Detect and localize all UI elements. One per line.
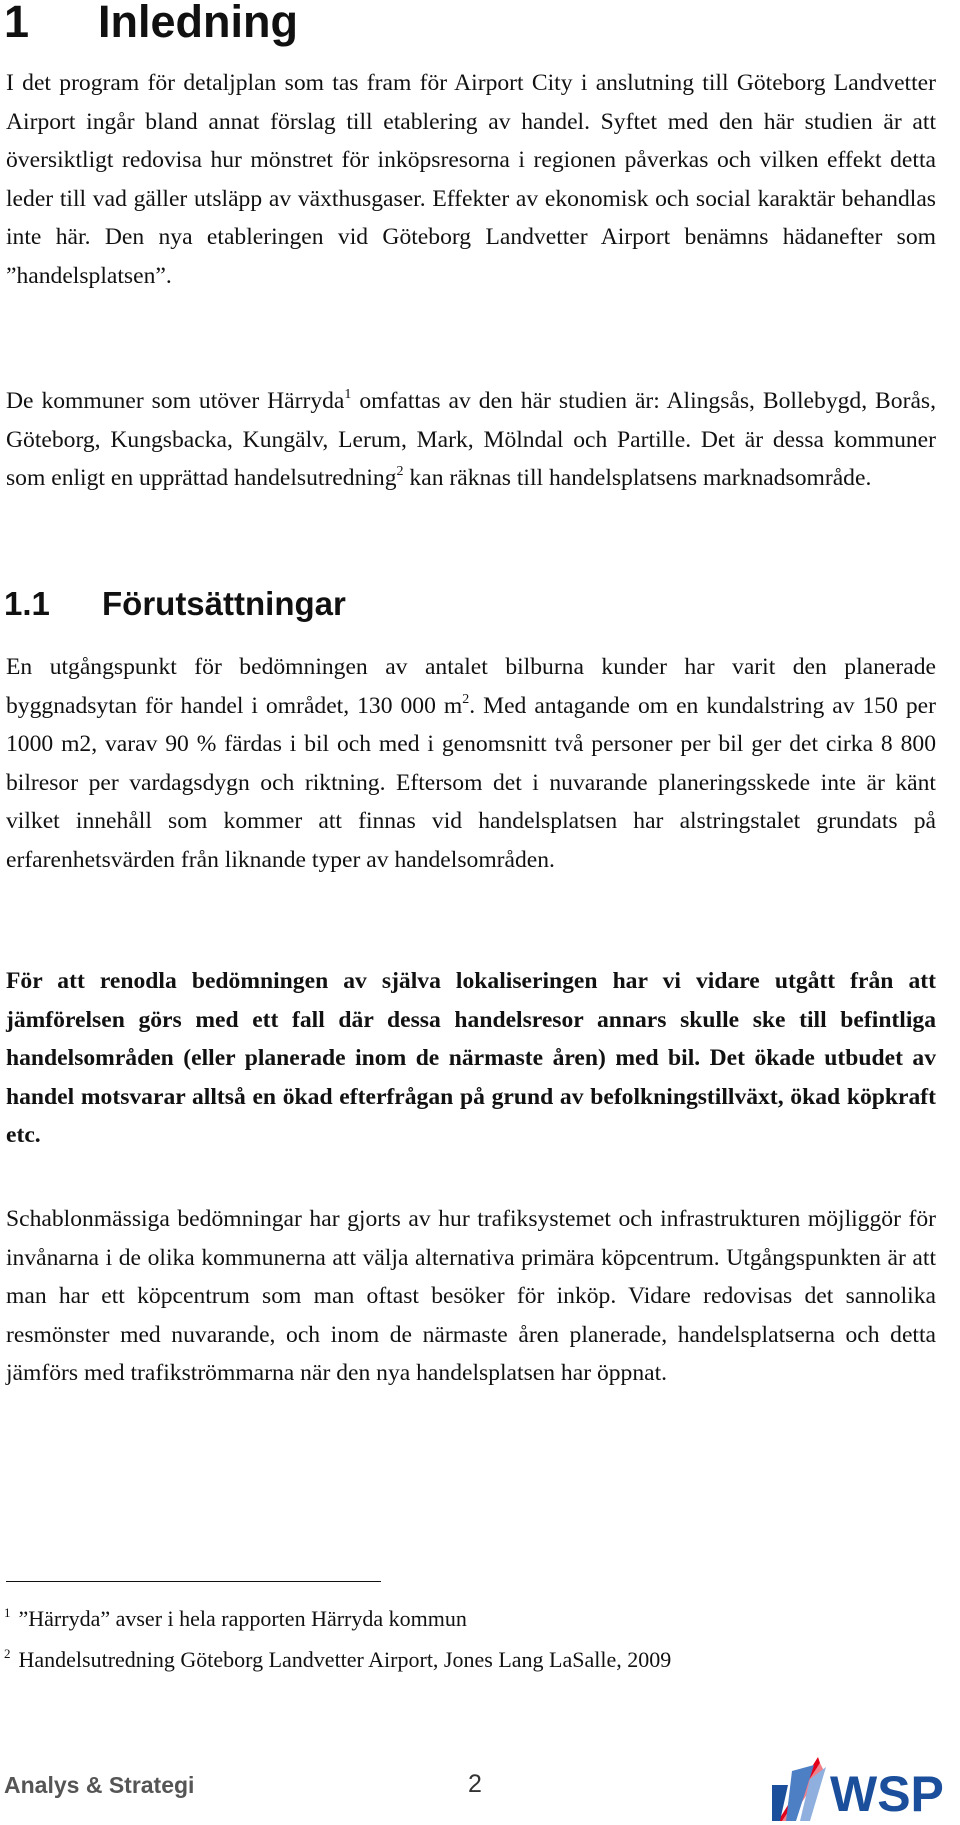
superscript-2: 2 [462, 691, 470, 707]
footnote-1: $^1$ ”Härryda” avser i hela rapporten Härryda kommun [4, 1605, 467, 1631]
chapter-title: Inledning [98, 0, 298, 47]
intro-paragraph-2: De kommuner som utöver Härryda$^1$ omfattas av den här studien är: Alingsås, Bollebygd, Borås, Göteborg, Kungsbacka, Kungälv, Lerum, Mark, Mölndal och Partille. Det är dessa kommuner som enligt en upprättad handelsutredning$^2$ kan räknas till handelsplatsens marknadsområde. [6, 387, 936, 491]
section-paragraph-1: En utgångspunkt för bedömningen av antalet bilburna kunder har varit den planerade byggnadsytan för handel i området, 130 000 $m^2$. Med antagande om en kundalstring av 150 per 1000 m2, varav 90 % färdas i bil och med i genomsnitt två personer per bil ger det cirka 8 800 bilresor per vardagsdygn och riktning. Eftersom det i nuvarande planeringsskede inte är känt vilket innehåll som kommer att finnas vid handelsplatsen har alstringstalet grundats på erfarenhetsvärden från liknande typer av handelsområden. [6, 654, 937, 873]
footer-publisher: Analys & Strategi [4, 1772, 195, 1798]
intro-paragraph-1: I det program för detaljplan som tas fram för Airport City i anslutning till Göteborg Landvetter Airport ingår bland annat förslag till etablering av handel. Syftet med den här studien är att översiktligt redovisa hur mönstret för inköpsresorna i regionen påverkas och vilken effekt detta leder till vad gäller utsläpp av växthusgaser. Effekter av ekonomisk och social karaktär behandlas inte här. Den nya etableringen vid Göteborg Landvetter Airport benämns hädanefter som ”handelsplatsen”. [6, 70, 936, 289]
footnote-ref-2: 2 [396, 464, 404, 479]
chapter-number: 1 [4, 0, 30, 47]
footnote-divider [6, 1581, 381, 1582]
footnote-2: $^2$ Handelsutredning Göteborg Landvetter Airport, Jones Lang LaSalle, 2009 [4, 1646, 672, 1672]
page-title [4, 0, 298, 46]
page-number: 2 [468, 1770, 482, 1798]
logo-text: WSP [830, 1766, 944, 1822]
section-paragraph-3: Schablonmässiga bedömningar har gjorts av hur trafiksystemet och infrastrukturen möjliggör för invånarna i de olika kommunerna att välja alternativa primära köpcentrum. Utgångspunkten är att man har ett köpcentrum som man oftast besöker för inköp. Vidare redovisas det sannolika resmönster med nuvarande, och inom de närmaste åren planerade, handelsplatserna och detta jämförs med trafikströmmarna när den nya handelsplatsen har öppnat. [6, 1206, 936, 1386]
section-heading [4, 584, 346, 624]
wsp-logo [770, 1755, 955, 1823]
section-paragraph-2-bold: För att renodla bedömningen av själva lokaliseringen har vi vidare utgått från att jämförelsen görs med ett fall där dessa handelsresor annars skulle ske till befintliga handelsområden (eller planerade inom de närmaste åren) med bil. Det ökade utbudet av handel motsvarar alltså en ökad efterfrågan på grund av befolkningstillväxt, ökad köpkraft etc. [6, 968, 936, 1148]
logo-mark-icon [772, 1757, 826, 1821]
section-number: 1.1 [4, 585, 50, 622]
section-title: Förutsättningar [102, 585, 346, 622]
footnote-ref-1: 1 [344, 387, 352, 402]
